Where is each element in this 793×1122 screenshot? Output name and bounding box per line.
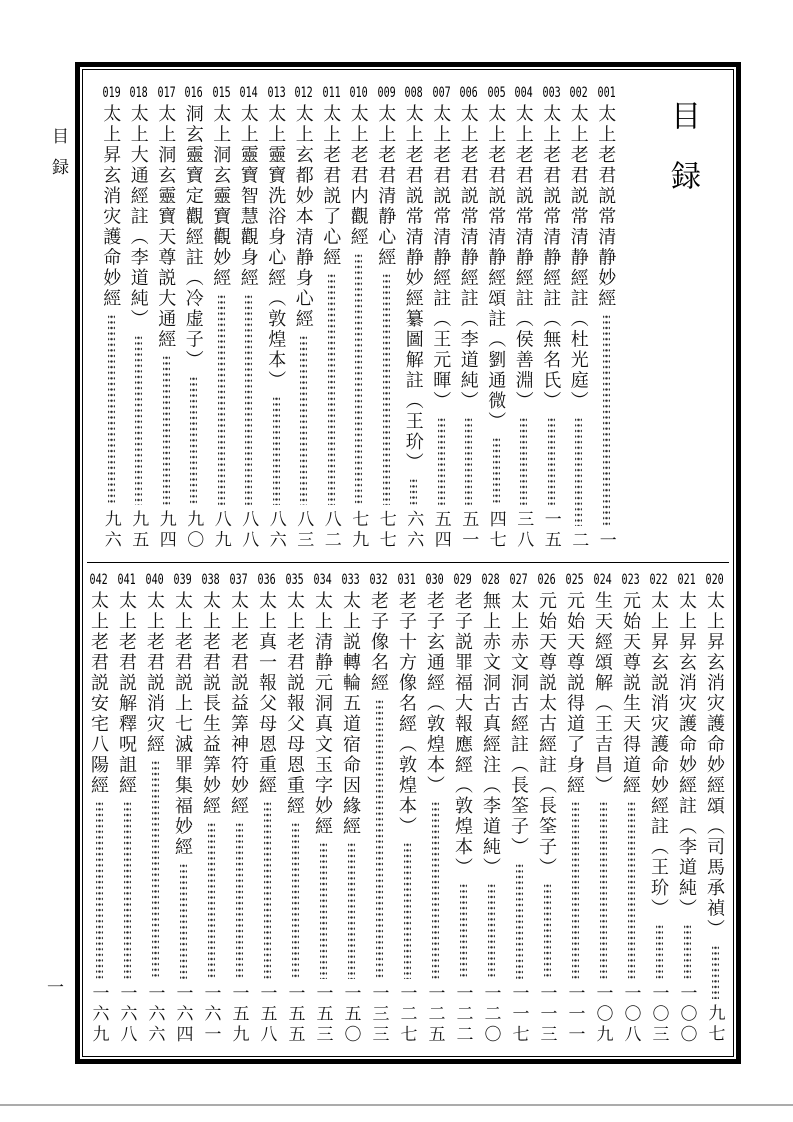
entry-page-number: 一一一 [565,983,585,1045]
toc-entry [365,572,393,1046]
entry-title: 太上老君説消灾經 [145,591,165,755]
dot-leader [438,417,445,506]
entry-title: 太上老君説常清静經註（侯善淵） [513,104,534,412]
toc-entry [533,572,561,1046]
entry-title: 太上洞玄靈寶觀妙經 [211,104,232,289]
entry-page-number: 二 [569,530,589,551]
entry-title: 元始天尊説太古經註（長筌子） [537,591,557,878]
entry-number: 002 [569,85,588,101]
entry-number: 032 [369,572,389,588]
toc-entry [85,572,113,1046]
toc-entry [593,85,621,552]
entry-number: 017 [157,85,176,101]
dot-leader [180,863,187,979]
entry-page-number: 五四 [431,510,451,551]
entry-page-number: 三八 [514,510,534,551]
toc-entry [208,85,236,552]
content-frame-inner-border [82,69,734,1057]
entry-number: 006 [459,85,478,101]
entry-page-number: 一五 [541,510,561,551]
toc-entry [309,572,337,1046]
toc-entry [318,85,346,552]
toc-entry [153,85,181,552]
toc-entry [113,572,141,1046]
dot-leader [292,822,299,979]
entry-number: 013 [267,85,286,101]
entry-page-number: 一六六 [145,983,165,1045]
entry-page-number: 一二七 [397,983,417,1045]
entry-title: 太上老君説報父母恩重經 [285,591,305,817]
entry-number: 016 [184,85,203,101]
entry-page-number: 八二 [321,510,341,551]
entry-page-number: 一二五 [425,983,445,1045]
dot-leader [245,294,252,506]
entry-number: 020 [705,572,725,588]
dot-leader [163,355,170,505]
toc-entry [589,572,617,1046]
entry-title: 太上老君説解釋呪詛經 [117,591,137,796]
entry-number: 004 [514,85,533,101]
dot-leader [628,801,635,979]
entry-title: 無上赤文洞古真經注（李道純） [481,591,501,878]
entry-page-number: 九七 [705,1004,725,1045]
entry-title: 太上老君説常清静經註（王元暉） [431,104,452,412]
entry-page-number: 五一 [459,510,479,551]
entry-number: 035 [285,572,305,588]
entry-page-number: 九六 [101,510,121,551]
toc-entry [180,85,208,552]
dot-leader [96,801,103,979]
entry-number: 037 [229,572,249,588]
dot-leader [488,883,495,979]
entry-title: 太上洞玄靈寶天尊説大通經 [156,104,177,350]
toc-entry [290,85,318,552]
entry-title: 太上老君説常清静妙經纂圖解註（王玠） [403,104,424,473]
toc-entry [197,572,225,1046]
entry-number: 022 [649,572,669,588]
entry-title: 太上老君説安宅八陽經 [89,591,109,796]
entry-page-number: 八六 [266,510,286,551]
dot-leader [376,699,383,979]
entry-page-number: 一二〇 [481,983,501,1045]
toc-entry [455,85,483,552]
dot-leader [383,273,390,505]
entry-title: 元始天尊説生天得道經 [621,591,641,796]
entry-number: 009 [377,85,396,101]
toc-entry [701,572,729,1046]
entry-title: 老子十方像名經（敦煌本） [397,591,417,837]
toc-entry [505,572,533,1046]
entry-page-number: 七九 [349,510,369,551]
toc-band-upper [97,85,620,552]
entry-number: 005 [487,85,506,101]
toc-entry [510,85,538,552]
toc-entry [345,85,373,552]
dot-leader [348,842,355,979]
entry-title: 太上老君説益筭神符妙經 [229,591,249,817]
page-edge-line [0,1104,793,1106]
entry-number: 024 [593,572,613,588]
entry-number: 040 [145,572,165,588]
entry-page-number: 一一七 [509,983,529,1045]
entry-title: 太上靈寶洗浴身心經（敦煌本） [266,104,287,391]
entry-title: 太上老君説常清静經註（杜光庭） [568,104,589,412]
margin-page-number: 一 [47,978,64,997]
entry-number: 027 [509,572,529,588]
entry-page-number: 一一三 [537,983,557,1045]
dot-leader [236,822,243,979]
entry-title: 太上老君説長生益筭妙經 [201,591,221,817]
entry-title: 太上老君説了心經 [321,104,342,268]
dot-leader [208,822,215,979]
entry-number: 031 [397,572,417,588]
toc-entry [253,572,281,1046]
margin-folio-title: 目録 [49,127,68,189]
toc-entry [565,85,593,552]
entry-number: 019 [102,85,121,101]
entry-number: 023 [621,572,641,588]
dot-leader [684,924,691,979]
dot-leader [124,801,131,979]
entry-number: 011 [322,85,341,101]
entry-title: 太上昇玄消灾護命妙經頌（司馬承禎） [705,591,725,940]
toc-entry [225,572,253,1046]
entry-page-number: 一二二 [453,983,473,1045]
dot-leader [656,924,663,979]
entry-title: 太上昇玄消灾護命妙經註（李道純） [677,591,697,919]
toc-entry [281,572,309,1046]
entry-title: 太上清静元洞真文玉字妙經 [313,591,333,837]
toc-entry [673,572,701,1046]
toc-entry [141,572,169,1046]
entry-number: 034 [313,572,333,588]
entry-page-number: 一六四 [173,983,193,1045]
entry-page-number: 九四 [156,510,176,551]
toc-entry [235,85,263,552]
entry-title: 太上老君説上七滅罪集福妙經 [173,591,193,858]
entry-page-number: 九〇 [184,510,204,551]
entry-number: 036 [257,572,277,588]
dot-leader [404,842,411,979]
toc-entry [617,572,645,1046]
entry-page-number: 一 [596,530,616,551]
toc-entry [428,85,456,552]
entry-page-number: 一三三 [369,983,389,1045]
page-title: 目録 [666,100,699,220]
entry-page-number: 八三 [294,510,314,551]
entry-number: 038 [201,572,221,588]
entry-page-number: 一六八 [117,983,137,1045]
entry-title: 太上玄都妙本清静身心經 [293,104,314,330]
dot-leader [328,273,335,505]
entry-title: 太上老君清静心經 [376,104,397,268]
entry-page-number: 六六 [404,510,424,551]
entry-title: 太上昇玄消灾護命妙經 [101,104,122,309]
dot-leader [575,417,582,526]
entry-number: 018 [129,85,148,101]
entry-number: 029 [453,572,473,588]
dot-leader [603,314,610,526]
dot-leader [152,760,159,979]
toc-entry [169,572,197,1046]
dot-leader [516,863,523,979]
dot-leader [548,417,555,506]
toc-entry [421,572,449,1046]
dot-leader [355,253,362,506]
entry-page-number: 九五 [129,510,149,551]
entry-title: 太上老君説常清静經註（無名氏） [541,104,562,412]
dot-leader [520,417,527,506]
dot-leader [273,396,280,505]
dot-leader [218,294,225,506]
entry-number: 026 [537,572,557,588]
entry-page-number: 一〇九 [593,983,613,1045]
entry-number: 039 [173,572,193,588]
entry-number: 015 [212,85,231,101]
toc-band-lower [85,572,729,1046]
entry-page-number: 一五九 [229,983,249,1045]
entry-number: 028 [481,572,501,588]
entry-page-number: 一〇三 [649,983,669,1045]
entry-title: 太上説轉輪五道宿命因緣經 [341,591,361,837]
toc-entry [477,572,505,1046]
dot-leader [300,335,307,506]
entry-page-number: 八九 [211,510,231,551]
entry-title: 太上赤文洞古經註（長筌子） [509,591,529,858]
entry-number: 030 [425,572,445,588]
toc-entry [337,572,365,1046]
toc-entry [538,85,566,552]
toc-entry [561,572,589,1046]
entry-number: 041 [117,572,137,588]
content-frame [75,62,741,1064]
entry-title: 太上老君内觀經 [348,104,369,248]
dot-leader [544,883,551,979]
entry-title: 老子説罪福大報應經（敦煌本） [453,591,473,878]
entry-number: 021 [677,572,697,588]
entry-title: 太上老君説常清静經頌註（劉通微） [486,104,507,432]
entry-number: 010 [349,85,368,101]
entry-number: 001 [597,85,616,101]
band-divider [87,562,729,563]
entry-page-number: 七七 [376,510,396,551]
entry-page-number: 一六一 [201,983,221,1045]
dot-leader [572,801,579,979]
toc-entry [393,572,421,1046]
dot-leader [493,437,500,505]
toc-entry [98,85,126,552]
entry-page-number: 四七 [486,510,506,551]
entry-title: 太上靈寶智慧觀身經 [238,104,259,289]
dot-leader [712,945,719,1000]
entry-number: 007 [432,85,451,101]
entry-page-number: 一五〇 [341,983,361,1045]
entry-page-number: 一五三 [313,983,333,1045]
entry-title: 太上昇玄説消灾護命妙經註（王玠） [649,591,669,919]
dot-leader [600,801,607,979]
entry-page-number: 一五八 [257,983,277,1045]
entry-number: 033 [341,572,361,588]
entry-number: 014 [239,85,258,101]
dot-leader [320,842,327,979]
toc-entry [400,85,428,552]
entry-number: 003 [542,85,561,101]
entry-page-number: 一〇八 [621,983,641,1045]
dot-leader [465,417,472,506]
entry-title: 老子玄通經（敦煌本） [425,591,445,796]
toc-entry [373,85,401,552]
dot-leader [460,883,467,979]
toc-entry [483,85,511,552]
dot-leader [190,376,197,506]
toc-entry [125,85,153,552]
entry-number: 025 [565,572,585,588]
entry-title: 洞玄靈寶定觀經註（冷虚子） [183,104,204,371]
entry-title: 老子像名經 [369,591,389,694]
entry-title: 太上老君説常清静妙經 [596,104,617,309]
entry-page-number: 一六九 [89,983,109,1045]
dot-leader [432,801,439,979]
dot-leader [264,801,271,979]
entry-title: 生天經頌解（王吉昌） [593,591,613,796]
toc-entry [645,572,673,1046]
entry-number: 012 [294,85,313,101]
toc-entry [263,85,291,552]
dot-leader [108,314,115,505]
entry-title: 太上真一報父母恩重經 [257,591,277,796]
entry-page-number: 一〇〇 [677,983,697,1045]
entry-title: 元始天尊説得道了身經 [565,591,585,796]
toc-entry [449,572,477,1046]
entry-page-number: 八八 [239,510,259,551]
entry-title: 太上大通經註（李道純） [128,104,149,330]
dot-leader [410,478,417,505]
entry-title: 太上老君説常清静經註（李道純） [458,104,479,412]
entry-number: 008 [404,85,423,101]
entry-number: 042 [89,572,109,588]
dot-leader [135,335,142,506]
entry-page-number: 一五五 [285,983,305,1045]
